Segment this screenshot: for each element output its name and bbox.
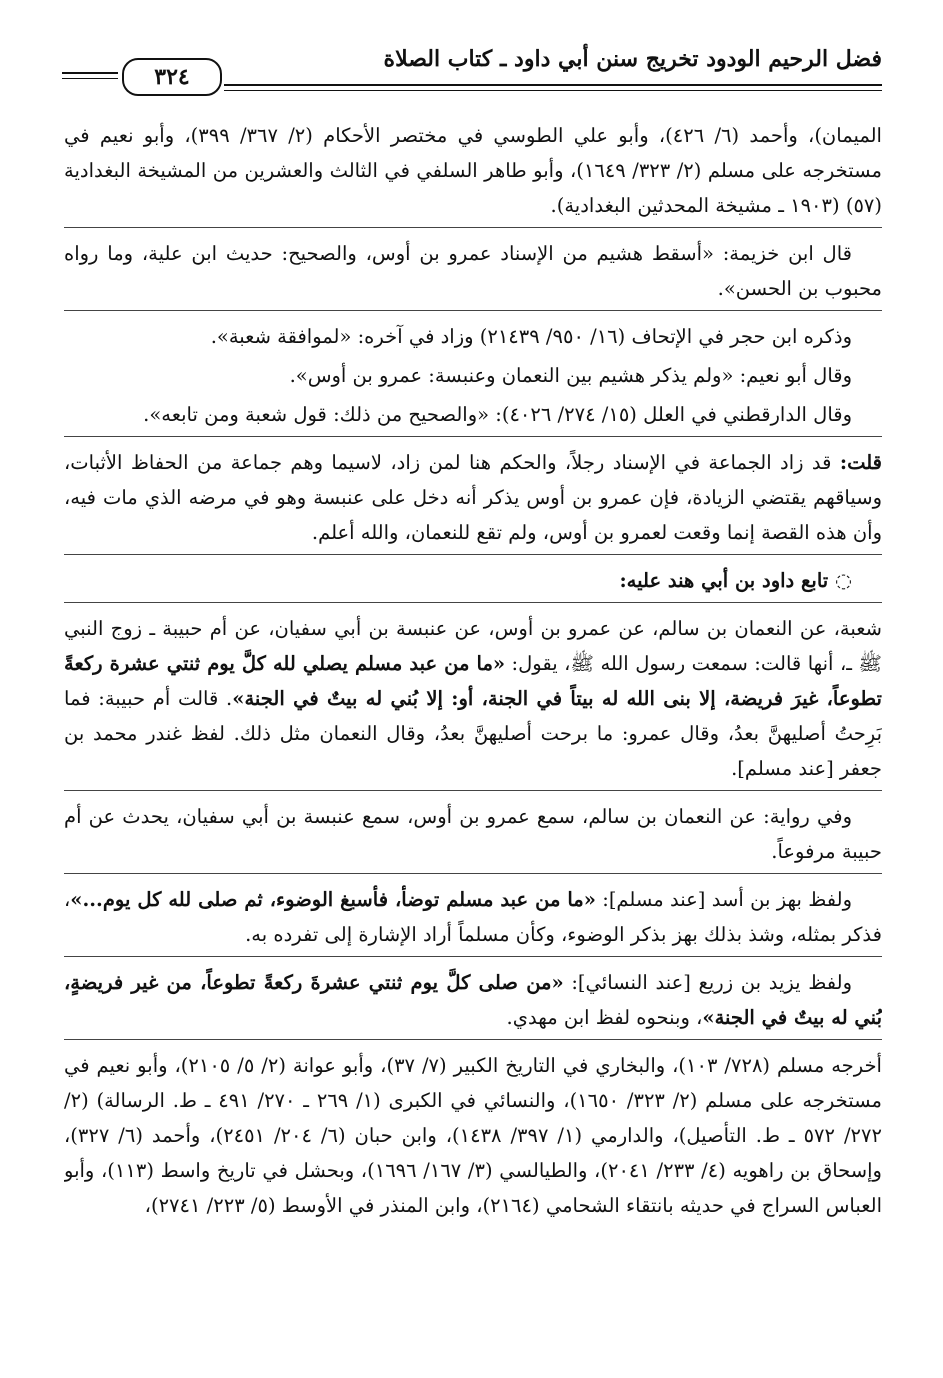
page-number: ٣٢٤	[122, 58, 222, 96]
paragraph-12	[64, 1048, 882, 1223]
text-run: شعبة، عن النعمان بن سالم، عن عمرو بن أوس، عن عنبسة بن أبي سفيان، عن أم حبيبة ـ زوج النبي ﷺ ـ، أنها قالت: سمعت رسول الله ﷺ، يقول:	[64, 617, 882, 675]
text-run: وذكره ابن حجر في الإتحاف (١٦/ ٩٥٠/ ٢١٤٣٩) وزاد في آخره: «لموافقة شعبة».	[210, 325, 852, 348]
hadith-text: «من صلى كلَّ يوم ثنتي عشرةَ ركعةً تطوعاً، من غير فريضةٍ، بُني له بيتٌ في الجنة»	[64, 971, 882, 1029]
text-run: قد زاد الجماعة في الإسناد رجلاً، والحكم هنا لمن زاد، لاسيما وهم جماعة من الحفاظ الأثبات، وسياقهم يقتضي الزيادة، فإن عمرو بن أوس يذكر أنه دخل على عنبسة وهو في مرضه الذي مات فيه، وأن هذه القصة إنما وقعت لعمرو بن أوس، ولم تقع للنعمان، والله أعلم.	[64, 451, 882, 544]
text-run: ◌ تابع داود بن أبي هند عليه:	[619, 569, 852, 592]
divider	[64, 956, 882, 957]
paragraph-6	[64, 445, 882, 550]
header-rule	[224, 90, 882, 91]
paragraph-4	[64, 358, 882, 393]
emphasis-label: قلت:	[839, 451, 882, 474]
paragraph-8	[64, 611, 882, 786]
page-header	[62, 40, 882, 98]
page-body	[64, 118, 882, 1363]
paragraph-11	[64, 965, 882, 1035]
text-run: ولفظ بهز بن أسد [عند مسلم]:	[595, 888, 852, 911]
hadith-text: «ما من عبد مسلم يصلي لله كلَّ يوم ثنتي عشرة ركعةً تطوعاً، غيرَ فريضة، إلا بنى الله له بيتاً في الجنة، أو: إلا بُني له بيتٌ في الجنة»	[64, 652, 882, 710]
text-run: ، فذكر بمثله، وشذ بذلك بهز بذكر الوضوء، وكأن مسلماً أراد الإشارة إلى تفرده به.	[64, 888, 882, 946]
paragraph-9	[64, 799, 882, 869]
paragraph-3	[64, 319, 882, 354]
text-run: وفي رواية: عن النعمان بن سالم، سمع عمرو بن أوس، سمع عنبسة بن أبي سفيان، يحدث عن أم حبيبة مرفوعاً.	[64, 805, 882, 863]
text-run: ، وبنحوه لفظ ابن مهدي.	[506, 1006, 703, 1029]
section-subheading	[64, 563, 882, 598]
divider	[64, 602, 882, 603]
header-rule	[62, 78, 118, 79]
text-run: ولفظ يزيد بن زريع [عند النسائي]:	[563, 971, 852, 994]
divider	[64, 790, 882, 791]
text-run: الميمان)، وأحمد (٦/ ٤٢٦)، وأبو علي الطوسي في مختصر الأحكام (٢/ ٣٦٧/ ٣٩٩)، وأبو نعيم في مستخرجه على مسلم (٢/ ٣٢٣/ ١٦٤٩)، وأبو طاهر السلفي في الثالث والعشرين من المشيخة البغدادية (٥٧) (١٩٠٣ ـ مشيخة المحدثين البغدادية).	[64, 124, 882, 217]
text-run: وقال أبو نعيم: «ولم يذكر هشيم بين النعمان وعنبسة: عمرو بن أوس».	[289, 364, 852, 387]
paragraph-2	[64, 236, 882, 306]
text-run: . قالت أم حبيبة: فما بَرِحتُ أصليهنَّ بعدُ، وقال عمرو: ما برحت أصليهنَّ بعدُ، وقال النعمان مثل ذلك. لفظ غندر محمد بن جعفر [عند مسلم].	[64, 687, 882, 780]
divider	[64, 436, 882, 437]
divider	[64, 1039, 882, 1040]
hadith-text: «ما من عبد مسلم توضأ، فأسبغ الوضوء، ثم صلى لله كل يوم...»	[70, 888, 596, 911]
text-run: وقال الدارقطني في العلل (١٥/ ٢٧٤/ ٤٠٢٦): «والصحيح من ذلك: قول شعبة ومن تابعه».	[143, 403, 852, 426]
text-run: أخرجه مسلم (٧٢٨/ ١٠٣)، والبخاري في التاريخ الكبير (٧/ ٣٧)، وأبو عوانة (٢/ ٥/ ٢١٠٥)، وأبو نعيم في مستخرجه على مسلم (٢/ ٣٢٣/ ١٦٥٠)، والنسائي في الكبرى (١/ ٢٦٩ ـ ٢٧٠/ ٤٩١ ـ ط. الرسالة) (٢/ ٢٧٢/ ٥٧٢ ـ ط. التأصيل)، والدارمي (١/ ٣٩٧/ ١٤٣٨)، وابن حبان (٦/ ٢٠٤/ ٢٤٥١)، وأحمد (٦/ ٣٢٧)، وإسحاق بن راهويه (٤/ ٢٣٣/ ٢٠٤١)، والطيالسي (٣/ ١٦٧/ ١٦٩٦)، وبحشل في تاريخ واسط (١١٣)، وأبو العباس السراج في حديثه بانتقاء الشحامي (٢١٦٤)، وابن المنذر في الأوسط (٥/ ٢٢٣/ ٢٧٤١)،	[64, 1054, 882, 1217]
paragraph-1	[64, 118, 882, 223]
paragraph-10	[64, 882, 882, 952]
divider	[64, 310, 882, 311]
divider	[64, 227, 882, 228]
paragraph-5	[64, 397, 882, 432]
header-rule	[224, 84, 882, 86]
divider	[64, 873, 882, 874]
header-rule	[62, 72, 118, 74]
divider	[64, 554, 882, 555]
running-title: فضل الرحيم الودود تخريج سنن أبي داود ـ كتاب الصلاة	[383, 46, 882, 72]
text-run: قال ابن خزيمة: «أسقط هشيم من الإسناد عمرو بن أوس، والصحيح: حديث ابن علية، وما رواه محبوب بن الحسن».	[64, 242, 882, 300]
